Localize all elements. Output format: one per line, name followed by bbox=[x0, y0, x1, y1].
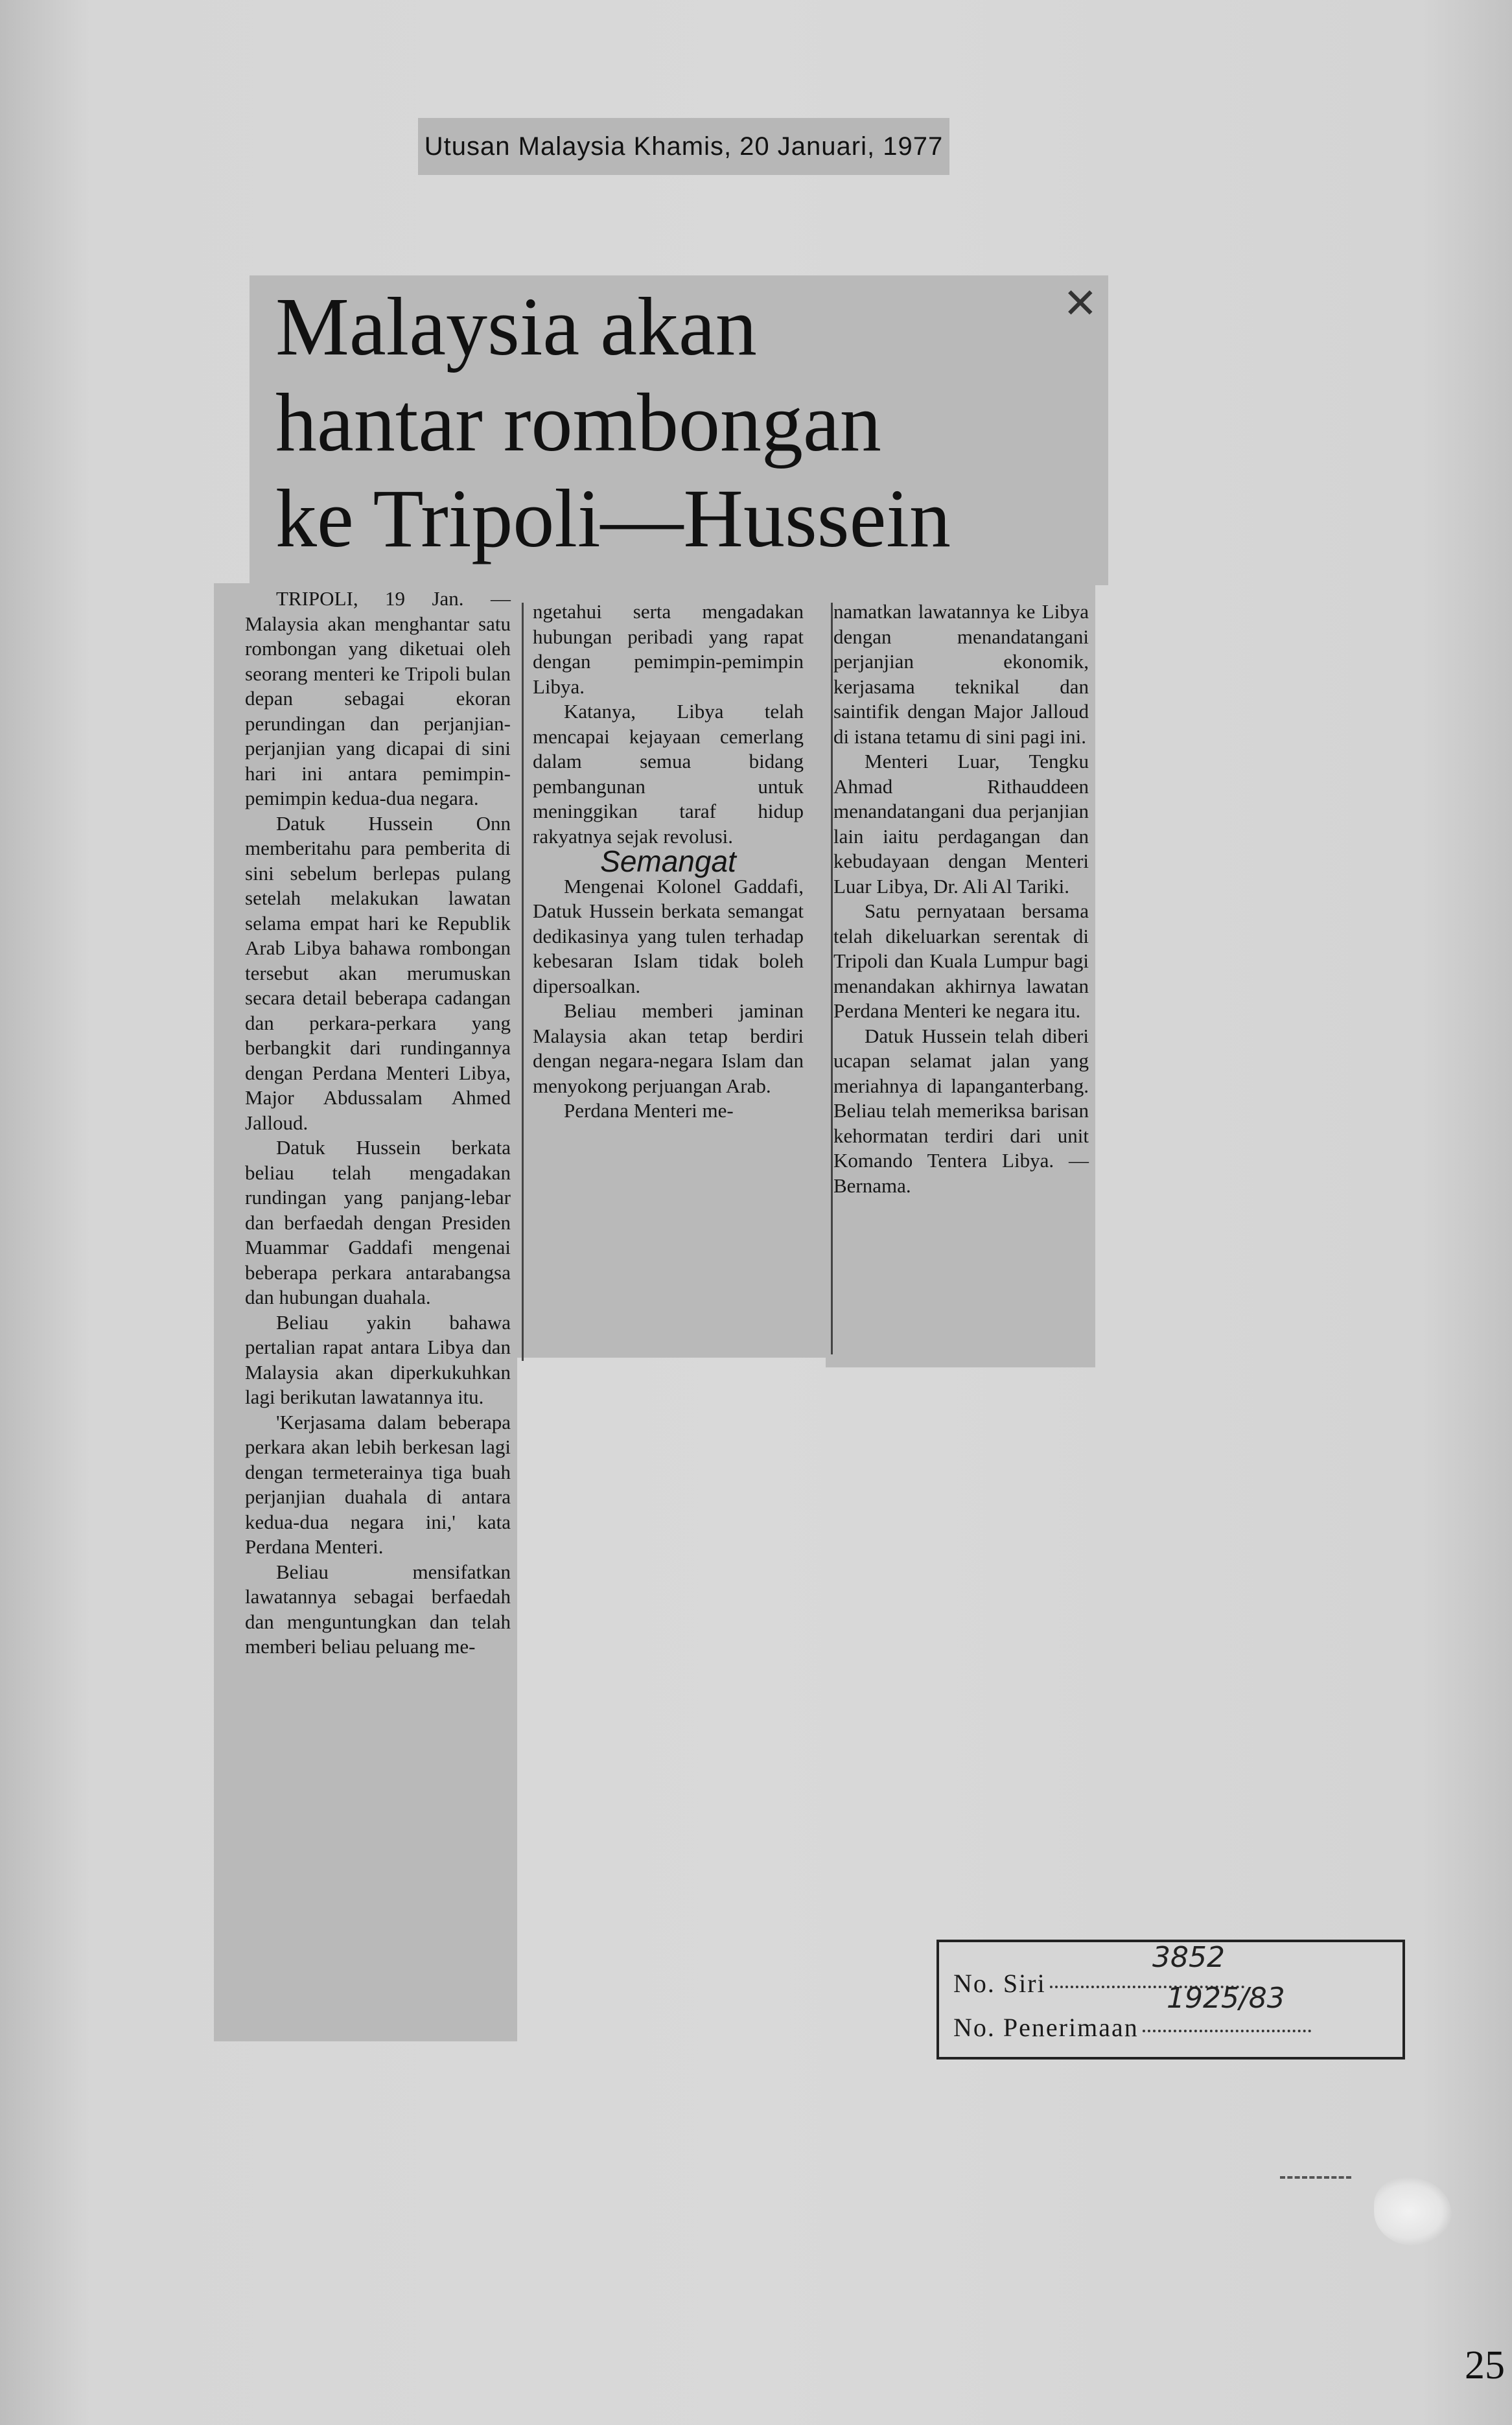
column-3-paragraph: Menteri Luar, Tengku Ahmad Rithauddeen menandatangani dua perjanjian lain iaitu perdagangan dan kebudayaan dengan Menteri Luar Libya, Dr. Ali Al Tariki. bbox=[833, 750, 1089, 898]
column-1-paragraph: Datuk Hussein berkata beliau telah mengadakan rundingan yang panjang-lebar dan berfaedah dengan Presiden Muammar Gaddafi mengenai beberapa perkara antarabangsa dan hubungan duahala. bbox=[245, 1136, 511, 1308]
article-column-2 bbox=[533, 599, 804, 1124]
column-1-paragraph: Datuk Hussein Onn memberitahu para pemberita di sini sebelum berlepas pulang setelah melakukan lawatan selama empat hari ke Republik Arab Libya bahawa rombongan tersebut akan merumuskan secara detail beberapa cadangan dan perkara-perkara yang berbangkit dari rundingannya dengan Perdana Menteri Libya, Major Abdussalam Ahmed Jalloud. bbox=[245, 811, 511, 1134]
pencil-mark-icon: ✕ bbox=[1063, 280, 1098, 328]
column-divider bbox=[522, 603, 524, 1361]
article-column-3 bbox=[833, 599, 1089, 1198]
column-2-paragraph: Katanya, Libya telah mencapai kejayaan cemerlang dalam semua bidang pembangunan untuk meninggikan taraf hidup rakyatnya sejak revolusi. bbox=[533, 700, 804, 848]
paper-smudge bbox=[1374, 2177, 1452, 2245]
pencil-dashes bbox=[1280, 2176, 1351, 2181]
page-number: 25 bbox=[1465, 2343, 1505, 2387]
section-subheading: Semangat bbox=[600, 844, 736, 878]
dotted-line bbox=[1143, 2030, 1311, 2032]
dateline-strip: Utusan Malaysia Khamis, 20 Januari, 1977 bbox=[418, 118, 949, 175]
column-1-paragraph: 'Kerjasama dalam beberapa perkara akan lebih berkesan lagi dengan termeterainya tiga buah perjanjian duahala di antara kedua-dua negara ini,' kata Perdana Menteri. bbox=[245, 1410, 511, 1558]
stamp-penerimaan-row bbox=[953, 2012, 1311, 2043]
stamp-penerimaan-label: No. Penerimaan bbox=[953, 2013, 1139, 2042]
column-3-paragraph: Satu pernyataan bersama telah dikeluarkan serentak di Tripoli dan Kuala Lumpur bagi menandakan akhirnya lawatan Perdana Menteri ke negara itu. bbox=[833, 899, 1089, 1022]
column-2-paragraph: ngetahui serta mengadakan hubungan peribadi yang rapat dengan pemimpin-pemimpin Libya. bbox=[533, 600, 804, 698]
column-3-paragraph: Datuk Hussein telah diberi ucapan selamat jalan yang meriahnya di lapanganterbang. Beliau telah memeriksa barisan kehormatan terdiri dari unit Komando Tentera Libya. — Bernama. bbox=[833, 1024, 1089, 1197]
headline-line-3: ke Tripoli—Hussein bbox=[275, 472, 951, 564]
handwritten-penerimaan-number: 1925/83 bbox=[1167, 1982, 1285, 2015]
column-1-paragraph: Beliau mensifatkan lawatannya sebagai berfaedah dan menguntungkan dan telah memberi beliau peluang me- bbox=[245, 1560, 511, 1658]
column-2-paragraph: Mengenai Kolonel Gaddafi, Datuk Hussein berkata semangat dedikasinya yang tulen terhadap kebesaran Islam tidak boleh dipersoalkan. bbox=[533, 874, 804, 997]
column-2-paragraph: Perdana Menteri me- bbox=[564, 1099, 734, 1122]
column-2-paragraph: Beliau memberi jaminan Malaysia akan tetap berdiri dengan negara-negara Islam dan menyokong perjuangan Arab. bbox=[533, 999, 804, 1097]
column-1-paragraph: Beliau yakin bahawa pertalian rapat antara Libya dan Malaysia akan diperkukuhkan lagi berikutan lawatannya itu. bbox=[245, 1310, 511, 1408]
article-headline bbox=[275, 279, 1105, 566]
stamp-siri-label: No. Siri bbox=[953, 1969, 1046, 1998]
column-1-paragraph: TRIPOLI, 19 Jan. — Malaysia akan menghantar satu rombongan yang diketuai oleh seorang menteri ke Tripoli bulan depan sebagai ekoran perundingan dan perjanjian-perjanjian yang dicapai di sini hari ini antara pemimpin-pemimpin kedua-dua negara. bbox=[245, 587, 511, 809]
article-column-1 bbox=[245, 586, 511, 1660]
headline-line-2: hantar rombongan bbox=[275, 377, 881, 469]
column-3-paragraph: namatkan lawatannya ke Libya dengan menandatangani perjanjian ekonomik, kerjasama teknikal dan saintifik dengan Major Jalloud di istana tetamu di sini pagi ini. bbox=[833, 600, 1089, 748]
headline-line-1: Malaysia akan bbox=[275, 281, 757, 373]
handwritten-siri-number: 3852 bbox=[1152, 1941, 1225, 1974]
column-divider bbox=[831, 603, 833, 1354]
